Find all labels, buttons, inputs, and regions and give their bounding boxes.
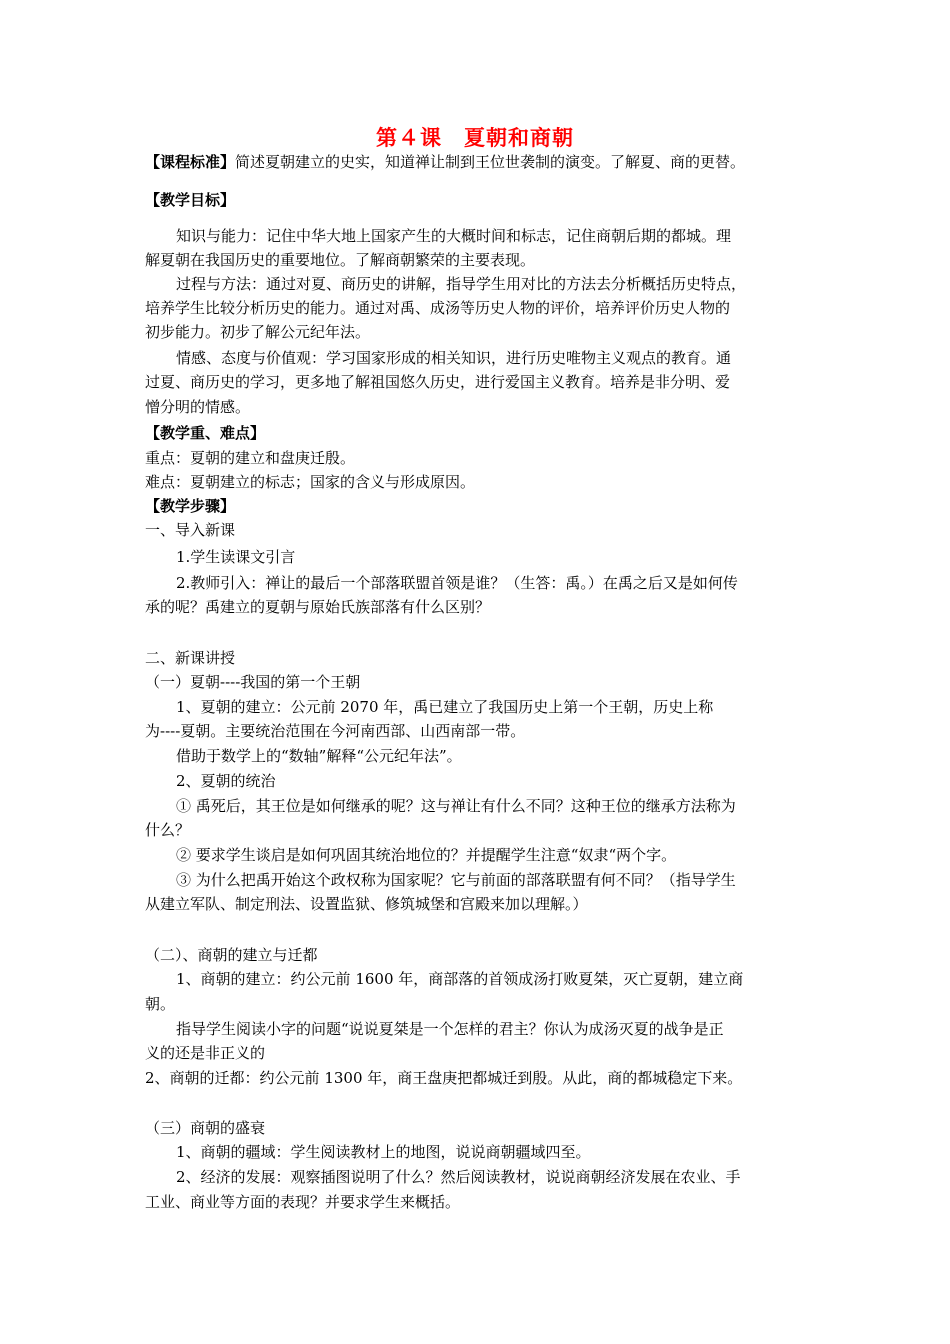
rise-section-title: （三）商朝的盛衰 (145, 1119, 266, 1137)
xia-question-3-line2: 从建立军队、制定刑法、设置监狱、修筑城堡和宫殿来加以理解。） (145, 895, 588, 913)
objective-emotion-line1: 情感、态度与价值观：学习国家形成的相关知识，进行历史唯物主义观点的教育。通 (176, 349, 732, 367)
xia-item-2: 2、夏朝的统治 (176, 772, 276, 790)
objective-process-line2: 培养学生比较分析历史的能力。通过对禹、成汤等历史人物的评价，培养评价历史人物的 (145, 299, 731, 317)
rise-item-1: 1、商朝的疆域：学生阅读教材上的地图，说说商朝疆域四至。 (176, 1143, 591, 1161)
xia-question-1-line1: ① 禹死后，其王位是如何继承的呢？这与禅让有什么不同？这种王位的继承方法称为 (176, 797, 736, 815)
objective-emotion-line2: 过夏、商历史的学习，更多地了解祖国悠久历史，进行爱国主义教育。培养是非分明、爱 (145, 373, 731, 391)
xia-question-2: ② 要求学生谈启是如何巩固其统治地位的？并提醒学生注意“奴隶“两个字。 (176, 846, 677, 864)
xia-axis-note: 借助于数学上的“数轴”解释“公元纪年法”。 (176, 747, 462, 765)
intro-title: 一、导入新课 (145, 521, 236, 539)
intro-item-2-line1: 2.教师引入：禅让的最后一个部落联盟首领是谁？（生答：禹。）在禹之后又是如何传 (176, 574, 738, 592)
new-lesson-title: 二、新课讲授 (145, 649, 236, 667)
xia-item-1-line1: 1、夏朝的建立：公元前 2070 年，禹已建立了我国历史上第一个王朝，历史上称 (176, 698, 714, 716)
xia-section-title: （一）夏朝----我国的第一个王朝 (145, 673, 361, 691)
rise-item-2-line2: 工业、商业等方面的表现？并要求学生来概括。 (145, 1193, 461, 1211)
objective-knowledge-line2: 解夏朝在我国历史的重要地位。了解商朝繁荣的主要表现。 (145, 251, 536, 269)
rise-item-2-line1: 2、经济的发展：观察插图说明了什么？然后阅读教材，说说商朝经济发展在农业、手 (176, 1168, 741, 1186)
objective-emotion-line3: 憎分明的情感。 (145, 398, 251, 416)
course-standard (145, 152, 745, 172)
objective-knowledge-line1: 知识与能力：记住中华大地上国家产生的大概时间和标志，记住商朝后期的都城。理 (176, 227, 732, 245)
objectives-heading: 【教学目标】 (145, 191, 236, 209)
steps-heading: 【教学步骤】 (145, 497, 236, 515)
xia-question-1-line2: 什么？ (145, 821, 191, 839)
shang-item-2: 2、商朝的迁都：约公元前 1300 年，商王盘庚把都城迁到殷。从此，商的都城稳定下来。 (145, 1069, 743, 1087)
shang-item-1-line1: 1、商朝的建立：约公元前 1600 年，商部落的首领成汤打败夏桀，灭亡夏朝，建立商 (176, 970, 744, 988)
course-standard-heading: 【课程标准】 (145, 153, 236, 171)
keypoint-difficult: 难点：夏朝建立的标志；国家的含义与形成原因。 (145, 473, 476, 491)
intro-item-2-line2: 承的呢？禹建立的夏朝与原始氏族部落有什么区别？ (145, 598, 491, 616)
lesson-title: 第４课 夏朝和商朝 (376, 126, 574, 150)
objective-process-line3: 初步能力。初步了解公元纪年法。 (145, 323, 371, 341)
xia-item-1-line2: 为----夏朝。主要统治范围在今河南西部、山西南部一带。 (145, 722, 526, 740)
shang-guide-line1: 指导学生阅读小字的问题“说说夏桀是一个怎样的君主？你认为成汤灭夏的战争是正 (176, 1020, 724, 1038)
keypoints-heading: 【教学重、难点】 (145, 424, 266, 442)
intro-item-1: 1.学生读课文引言 (176, 548, 296, 566)
course-standard-text: 简述夏朝建立的史实，知道禅让制到王位世袭制的演变。了解夏、商的更替。 (235, 153, 746, 171)
objective-process-line1: 过程与方法：通过对夏、商历史的讲解，指导学生用对比的方法去分析概括历史特点， (176, 275, 747, 293)
shang-section-title: （二）、商朝的建立与迁都 (145, 946, 318, 964)
keypoint-key: 重点：夏朝的建立和盘庚迁殷。 (145, 449, 356, 467)
shang-guide-line2: 义的还是非正义的 (145, 1044, 266, 1062)
xia-question-3-line1: ③ 为什么把禹开始这个政权称为国家呢？它与前面的部落联盟有何不同？（指导学生 (176, 871, 736, 889)
shang-item-1-line2: 朝。 (145, 995, 176, 1013)
